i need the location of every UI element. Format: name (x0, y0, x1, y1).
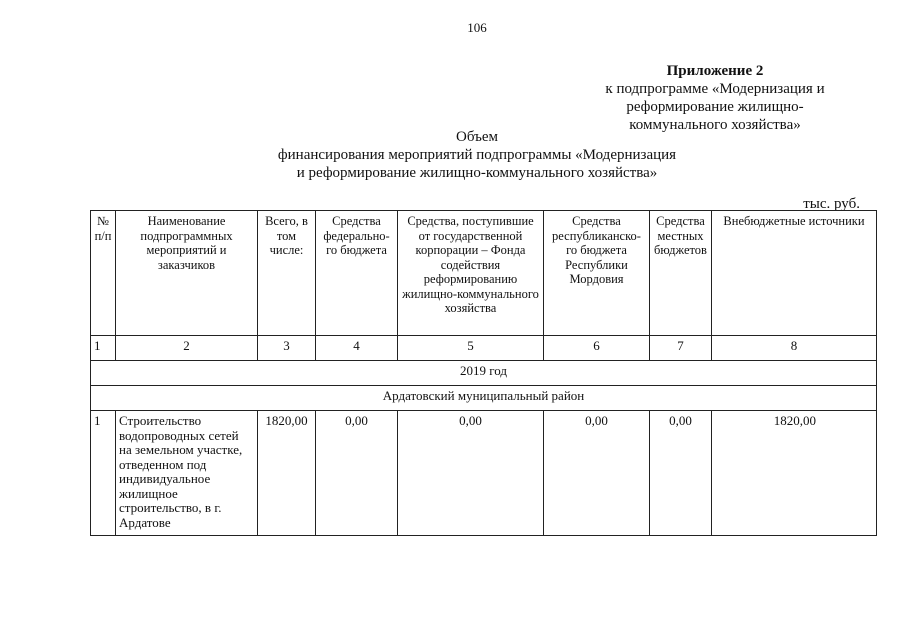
cell-extra: 1820,00 (712, 411, 877, 536)
header-extra: Внебюджетные источники (712, 211, 877, 336)
header-total: Всего, в том числе: (258, 211, 316, 336)
column-number: 1 (91, 336, 116, 361)
year-label: 2019 год (91, 361, 877, 386)
page-number: 106 (467, 20, 487, 35)
column-number: 5 (398, 336, 544, 361)
cell-federal: 0,00 (316, 411, 398, 536)
district-label: Ардатовский муниципальный район (91, 386, 877, 411)
header-name: Наименование подпрограммных мероприятий и заказчиков (116, 211, 258, 336)
appendix-title: Приложение 2 (666, 63, 764, 79)
column-number: 8 (712, 336, 877, 361)
document-title-line-2: финансирования мероприятий подпрограммы «Модернизация (277, 147, 677, 163)
column-number: 2 (116, 336, 258, 361)
header-num: № п/п (91, 211, 116, 336)
cell-fund: 0,00 (398, 411, 544, 536)
header-row (91, 211, 877, 336)
appendix-line-1: к подпрограмме «Модернизация и (605, 81, 825, 97)
column-number: 7 (650, 336, 712, 361)
column-number-row (91, 336, 877, 361)
header-local: Средства местных бюджетов (650, 211, 712, 336)
appendix-line-3: коммунального хозяйства» (629, 117, 801, 133)
appendix-block (540, 62, 890, 134)
cell-name: Строительство водопроводных сетей на земельном участке, отведенном под индивидуальное жилищное строительство, в г. Ардатове (116, 411, 258, 536)
district-row (91, 386, 877, 411)
document-title (0, 128, 904, 182)
appendix-line-2: реформирование жилищно- (626, 99, 804, 115)
document-title-line-3: и реформирование жилищно-коммунального хозяйства» (296, 165, 658, 181)
cell-num: 1 (91, 411, 116, 536)
column-number: 3 (258, 336, 316, 361)
column-number: 6 (544, 336, 650, 361)
cell-republic: 0,00 (544, 411, 650, 536)
units-label: тыс. руб. (803, 196, 860, 212)
cell-total: 1820,00 (258, 411, 316, 536)
cell-local: 0,00 (650, 411, 712, 536)
document-title-line-1: Объем (456, 129, 498, 145)
header-fund: Средства, поступившие от государственной корпорации – Фонда содействия реформированию жилищно-коммунального хозяйства (398, 211, 544, 336)
financing-table (90, 210, 877, 536)
year-row (91, 361, 877, 386)
column-number: 4 (316, 336, 398, 361)
header-republic: Средства республиканско-го бюджета Республики Мордовия (544, 211, 650, 336)
header-federal: Средства федерально-го бюджета (316, 211, 398, 336)
table-row (91, 411, 877, 536)
